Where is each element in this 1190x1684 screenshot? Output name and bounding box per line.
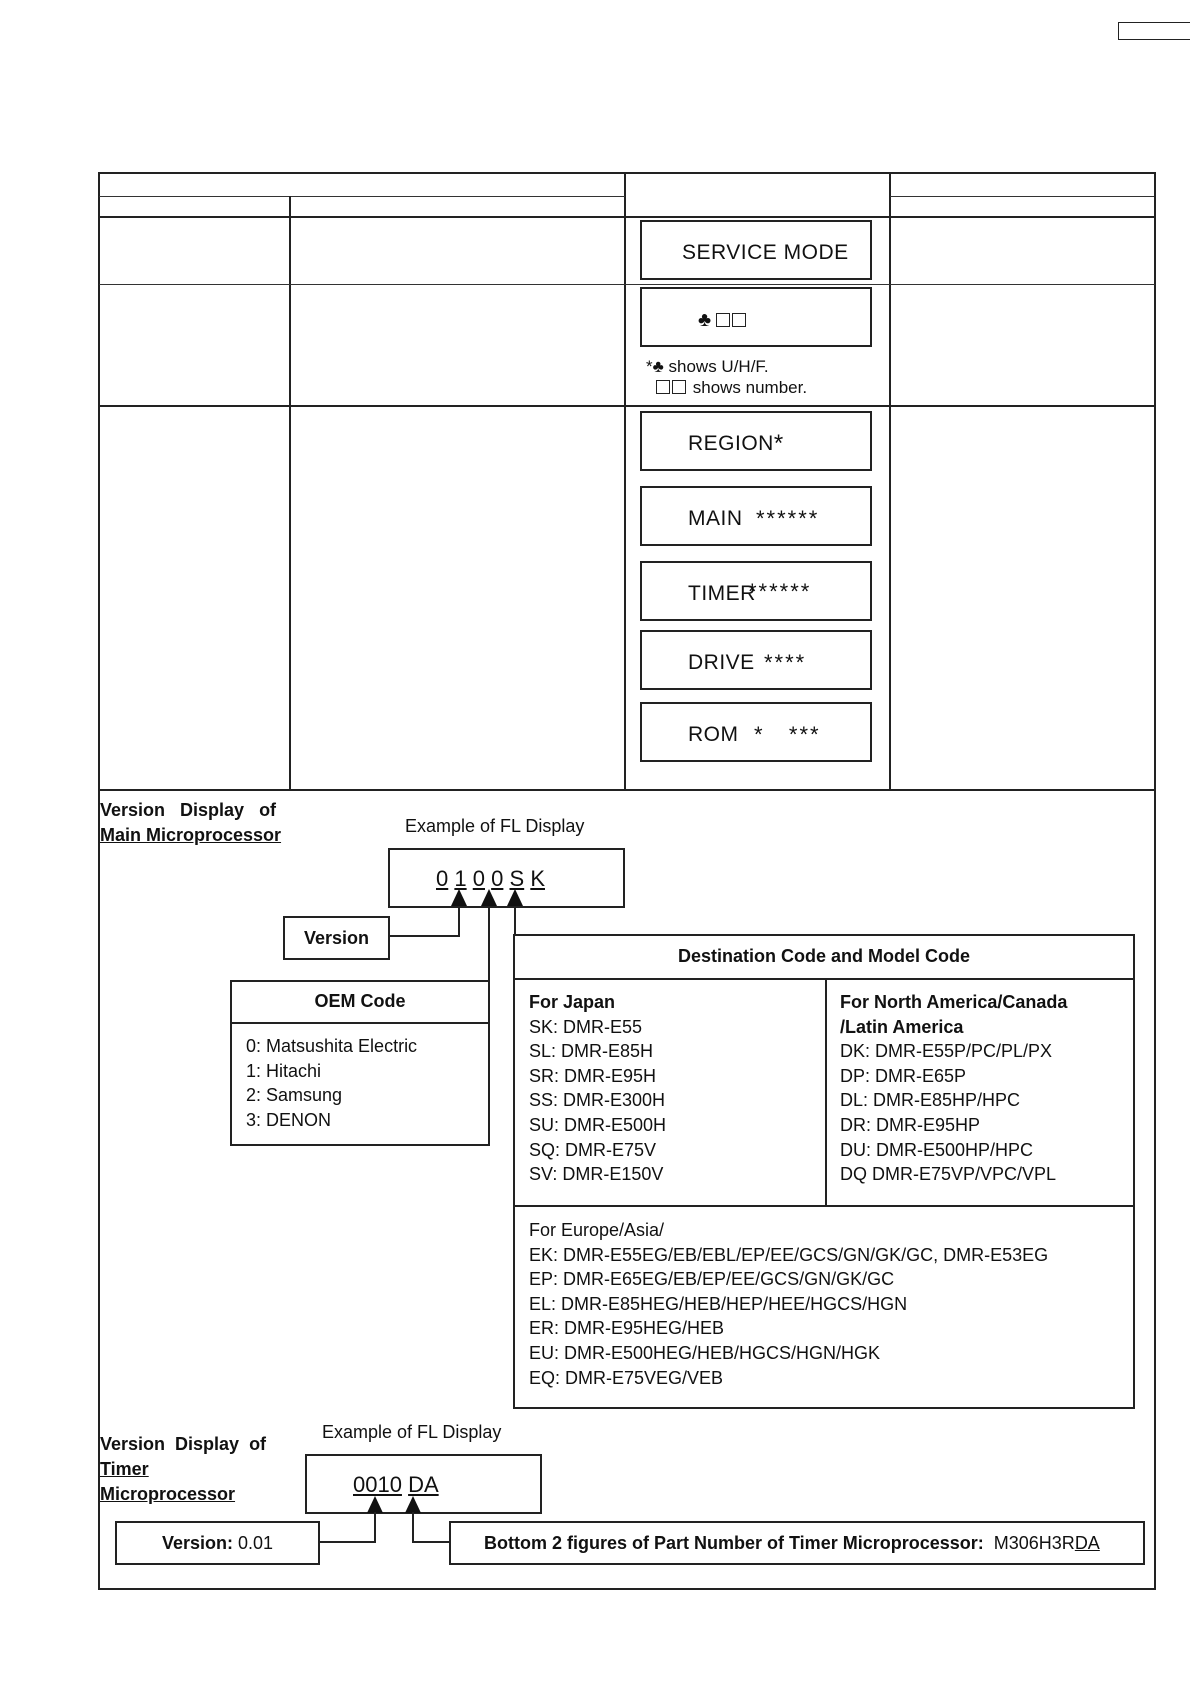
fl-display-drive	[640, 630, 872, 690]
fl-digit: 0	[472, 866, 485, 891]
japan-item: SR: DMR-E95H	[529, 1065, 657, 1086]
connector-line	[458, 906, 460, 936]
drive-value: ****	[764, 650, 807, 675]
part-number-prefix: M306H3R	[993, 1532, 1075, 1553]
timer-fl-digits	[353, 1472, 439, 1498]
timer-version-box	[115, 1521, 320, 1565]
main-label: MAIN	[688, 507, 743, 530]
main-example-label: Example of FL Display	[405, 816, 585, 836]
fl-digit: K	[530, 866, 545, 891]
oem-item: 2: Samsung	[246, 1085, 343, 1106]
fl-display-region	[640, 411, 872, 471]
connector-line	[388, 935, 460, 937]
service-mode-text: SERVICE MODE	[682, 241, 849, 264]
dest-header-line	[514, 978, 1134, 980]
timer-micro-title-line1: Version Display of	[100, 1434, 267, 1454]
timer-micro-title-line3: Microprocessor	[100, 1484, 236, 1504]
timer-micro-title	[100, 1432, 266, 1507]
table-col-divider	[289, 196, 291, 790]
oem-item: 0: Matsushita Electric	[246, 1036, 418, 1056]
main-micro-title-line1: Version Display of	[100, 800, 277, 820]
club-symbol: ♣	[698, 308, 712, 331]
row-line	[99, 405, 1155, 407]
fl-digit: S	[509, 866, 525, 891]
dest-row-line	[514, 1205, 1134, 1207]
fl-display-timer	[640, 561, 872, 621]
timer-fl-version: 0010	[353, 1472, 402, 1497]
region-label: REGION	[688, 432, 774, 455]
part-number-suffix: DA	[1074, 1532, 1100, 1553]
main-micro-title-line2: Main Microprocessor	[100, 825, 282, 845]
fl-display-service-mode	[640, 220, 872, 280]
japan-title: For Japan	[529, 992, 616, 1012]
fl-digit: 1	[454, 866, 467, 891]
arrow-up-icon	[367, 1496, 383, 1513]
arrow-up-icon	[481, 889, 497, 906]
oem-header-line	[231, 1022, 489, 1024]
dest-col-divider	[825, 978, 827, 1206]
na-item: DK: DMR-E55P/PC/PL/PX	[840, 1041, 1053, 1062]
table-col-divider	[624, 172, 626, 790]
region-value: *	[773, 430, 784, 457]
europe-item: EU: DMR-E500HEG/HEB/HGCS/HGN/HGK	[529, 1342, 881, 1363]
drive-label: DRIVE	[688, 651, 755, 674]
part-number-label: Bottom 2 figures of Part Number of Timer Microprocessor:	[484, 1532, 984, 1553]
europe-item: EK: DMR-E55EG/EB/EBL/EP/EE/GCS/GN/GK/GC, DMR-E53EG	[529, 1244, 1049, 1265]
arrow-up-icon	[405, 1496, 421, 1513]
oem-list	[246, 1034, 417, 1132]
timer-part-number-box	[449, 1521, 1145, 1565]
timer-micro-title-line2: Timer	[100, 1459, 149, 1479]
rom-value: * ***	[754, 722, 821, 747]
connector-line	[318, 1541, 376, 1543]
note-line-2: shows number.	[692, 378, 808, 397]
dest-title: Destination Code and Model Code	[677, 946, 970, 966]
oem-item: 1: Hitachi	[246, 1060, 322, 1081]
japan-item: SV: DMR-E150V	[529, 1164, 664, 1185]
digit-box-icon	[656, 380, 670, 394]
na-item: DR: DMR-E95HP	[840, 1114, 981, 1135]
main-value: ******	[756, 506, 820, 531]
table-col-divider	[889, 172, 891, 790]
header-row-line	[890, 196, 1154, 197]
note-symbol: *♣	[646, 357, 664, 376]
version-label-box	[283, 916, 390, 960]
note-line-1: shows U/H/F.	[668, 357, 769, 376]
timer-value: ******	[748, 579, 812, 604]
version-label: Version	[303, 927, 370, 948]
europe-list	[529, 1218, 1048, 1390]
connector-line	[412, 1512, 414, 1542]
connector-line	[374, 1512, 376, 1542]
na-item: DU: DMR-E500HP/HPC	[840, 1139, 1034, 1160]
north-america-list	[840, 990, 1067, 1187]
header-row-line	[99, 196, 625, 197]
europe-item: ER: DMR-E95HEG/HEB	[529, 1318, 725, 1339]
timer-version-value: 0.01	[238, 1532, 274, 1553]
arrow-up-icon	[451, 889, 467, 906]
fl-display-error-code	[640, 287, 872, 347]
timer-label: TIMER	[688, 582, 756, 605]
japan-list	[529, 990, 666, 1187]
main-micro-title	[100, 798, 300, 848]
fl-digit: 0	[491, 866, 504, 891]
error-note	[646, 356, 807, 398]
fl-display-rom	[640, 702, 872, 762]
na-title-line2: /Latin America	[840, 1016, 964, 1037]
row-line	[99, 216, 1155, 218]
timer-fl-code: DA	[408, 1472, 439, 1497]
na-item: DL: DMR-E85HP/HPC	[840, 1090, 1021, 1111]
europe-title: For Europe/Asia/	[529, 1220, 665, 1240]
digit-box-icon	[672, 380, 686, 394]
na-item: DQ DMR-E75VP/VPC/VPL	[840, 1164, 1057, 1185]
connector-line	[514, 906, 516, 936]
japan-item: SS: DMR-E300H	[529, 1090, 666, 1111]
connector-line	[488, 906, 490, 982]
timer-example-label: Example of FL Display	[322, 1422, 502, 1442]
japan-item: SQ: DMR-E75V	[529, 1139, 657, 1160]
na-item: DP: DMR-E65P	[840, 1065, 967, 1086]
row-line	[99, 789, 1155, 791]
oem-item: 3: DENON	[246, 1109, 332, 1130]
arrow-up-icon	[507, 889, 523, 906]
connector-line	[412, 1541, 450, 1543]
japan-item: SU: DMR-E500H	[529, 1114, 667, 1135]
rom-label: ROM	[688, 723, 739, 746]
fl-digit: 0	[436, 866, 449, 891]
japan-item: SK: DMR-E55	[529, 1016, 643, 1037]
europe-item: EQ: DMR-E75VEG/VEB	[529, 1367, 724, 1388]
digit-box-icon	[732, 313, 746, 327]
fl-display-main	[640, 486, 872, 546]
europe-item: EP: DMR-E65EG/EB/EP/EE/GCS/GN/GK/GC	[529, 1269, 895, 1290]
japan-item: SL: DMR-E85H	[529, 1041, 654, 1062]
oem-title: OEM Code	[314, 991, 406, 1011]
timer-version-label: Version:	[161, 1532, 233, 1553]
row-line	[99, 284, 1155, 285]
europe-item: EL: DMR-E85HEG/HEB/HEP/HEE/HGCS/HGN	[529, 1293, 908, 1314]
digit-box-icon	[716, 313, 730, 327]
na-title-line1: For North America/Canada	[840, 992, 1068, 1012]
page-number-box	[1118, 22, 1190, 40]
